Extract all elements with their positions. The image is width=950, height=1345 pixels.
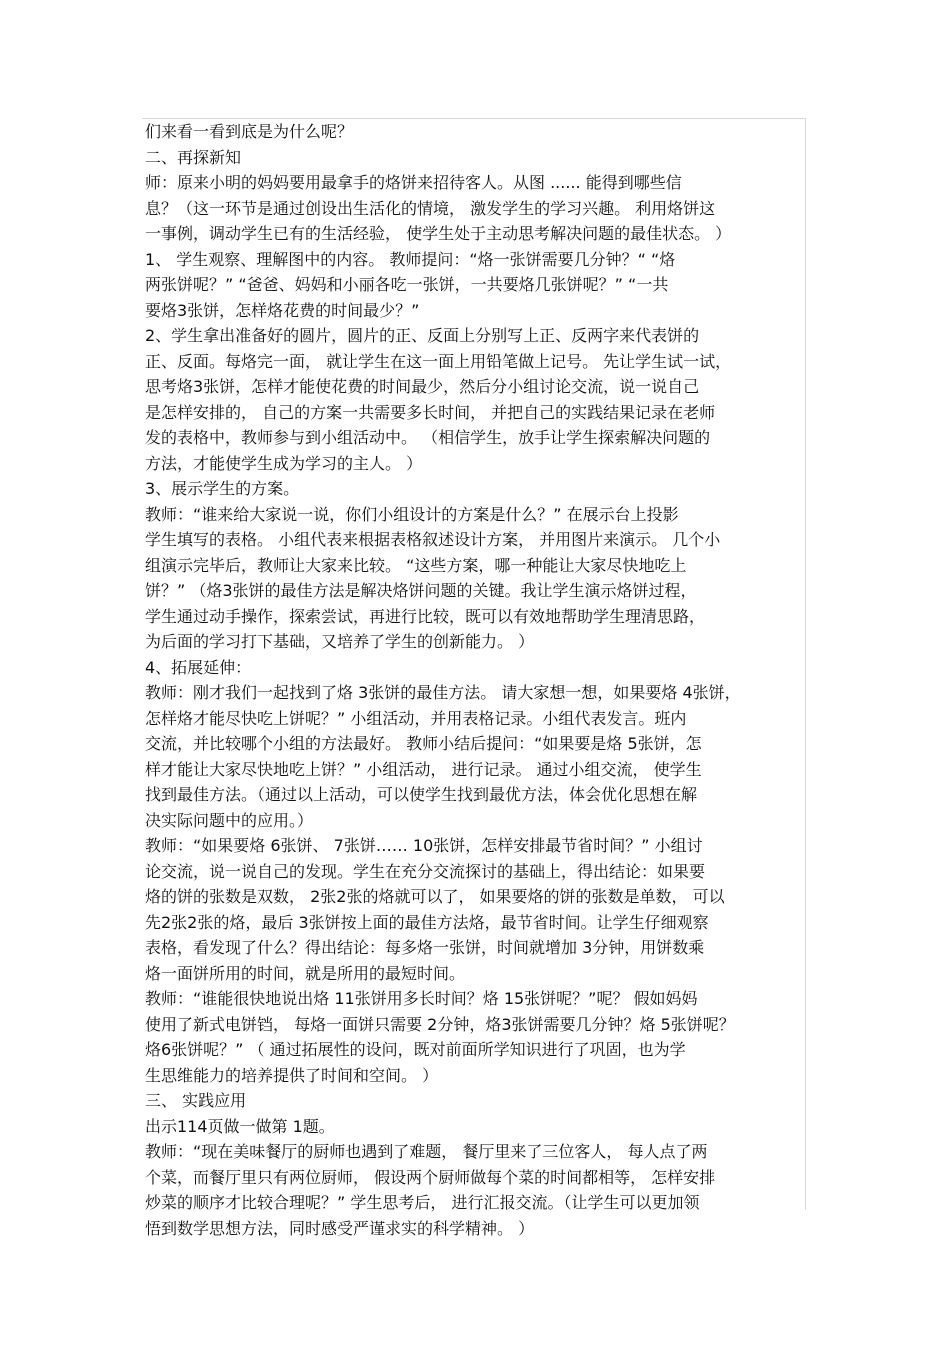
text-line: 炒菜的顺序才比较合理呢？” 学生思考后， 进行汇报交流。（让学生可以更加领 <box>145 1193 700 1212</box>
text-line: 是怎样安排的， 自己的方案一共需要多长时间， 并把自己的实践结果记录在老师 <box>145 402 716 422</box>
text-line: 正、反面。每烙完一面， 就让学生在这一面上用铅笔做上记号。 先让学生试一试， <box>145 351 732 371</box>
text-line: 为后面的学习打下基础，又培养了学生的创新能力。 ） <box>145 632 535 651</box>
text-line: 1、 学生观察、理解图中的内容。 教师提问：“烙一张饼需要几分钟？“ “烙 <box>145 249 676 269</box>
text-line: 三、 实践应用 <box>145 1091 247 1110</box>
text-line: 教师：“谁能很快地说出烙 11张饼用多长时间？烙 15张饼呢？”呢？ 假如妈妈 <box>145 989 698 1008</box>
text-line: 息？（这一环节是通过创设出生活化的情境， 激发学生的学习兴趣。 利用烙饼这 <box>145 198 716 218</box>
text-line: 3、展示学生的方案。 <box>145 479 300 498</box>
text-line: 表格，看发现了什么？得出结论：每多烙一张饼，时间就增加 3分钟，用饼数乘 <box>145 938 705 957</box>
text-line: 烙一面饼所用的时间，就是所用的最短时间。 <box>145 963 466 983</box>
text-line: 交流，并比较哪个小组的方法最好。 教师小结后提问：“如果要是烙 5张饼，怎 <box>145 734 702 753</box>
text-line: 出示114页做一做第 1题。 <box>145 1116 335 1136</box>
text-line: 4、拓展延伸： <box>145 657 252 677</box>
text-line: 样才能让大家尽快地吃上饼？” 小组活动， 进行记录。 通过小组交流， 使学生 <box>145 759 702 779</box>
text-line: 悟到数学思想方法，同时感受严谨求实的科学精神。 ） <box>145 1218 535 1238</box>
text-line: 烙6张饼呢？” （ 通过拓展性的设问，既对前面所学知识进行了巩固，也为学 <box>145 1040 686 1059</box>
text-line: 要烙3张饼，怎样烙花费的时间最少？” <box>145 300 420 320</box>
text-line: 怎样烙才能尽快吃上饼呢？” 小组活动，并用表格记录。小组代表发言。班内 <box>145 708 687 728</box>
text-line: 使用了新式电饼铛， 每烙一面饼只需要 2分钟，烙3张饼需要几分钟？烙 5张饼呢？ <box>145 1014 735 1034</box>
text-line: 发的表格中，教师参与到小组活动中。 （相信学生，放手让学生探索解决问题的 <box>145 428 711 447</box>
text-line: 找到最佳方法。（通过以上活动，可以使学生找到最优方法，体会优化思想在解 <box>145 785 698 804</box>
text-line: 烙的饼的张数是双数， 2张2张的烙就可以了， 如果要烙的饼的张数是单数， 可以 <box>145 887 725 906</box>
text-line: 教师：刚才我们一起找到了烙 3张饼的最佳方法。 请大家想一想，如果要烙 4张饼， <box>145 683 741 702</box>
text-line: 个菜，而餐厅里只有两位厨师， 假设两个厨师做每个菜的时间都相等， 怎样安排 <box>145 1167 716 1187</box>
text-line: 学生通过动手操作，探索尝试，再进行比较，既可以有效地帮助学生理清思路， <box>145 606 706 626</box>
text-line: 师：原来小明的妈妈要用最拿手的烙饼来招待客人。从图 ...... 能得到哪些信 <box>145 173 682 192</box>
text-line: 生思维能力的培养提供了时间和空间。 ） <box>145 1065 439 1085</box>
text-line: 思考烙3张饼，怎样才能使花费的时间最少，然后分小组讨论交流，说一说自己 <box>145 377 700 396</box>
text-line: 教师：“谁来给大家说一说，你们小组设计的方案是什么？” 在展示台上投影 <box>145 504 679 524</box>
text-line: 两张饼呢？” “爸爸、妈妈和小丽各吃一张饼，一共要烙几张饼呢？” “一共 <box>145 275 669 294</box>
text-line: 方法，才能使学生成为学习的主人。 ） <box>145 453 423 473</box>
text-line: 饼？” （烙3张饼的最佳方法是解决烙饼问题的关键。我让学生演示烙饼过程， <box>145 581 697 600</box>
text-line: 先2张2张的烙，最后 3张饼按上面的最佳方法烙，最节省时间。让学生仔细观察 <box>145 912 709 932</box>
text-line: 学生填写的表格。 小组代表来根据表格叙述设计方案， 并用图片来演示。 几个小 <box>145 530 721 549</box>
text-line: 决实际问题中的应用。） <box>145 810 314 830</box>
document-body <box>145 119 805 1241</box>
text-line: 一事例，调动学生已有的生活经验， 使学生处于主动思考解决问题的最佳状态。 ） <box>145 224 732 243</box>
text-line: 2、学生拿出准备好的圆片，圆片的正、反面上分别写上正、反两字来代表饼的 <box>145 326 700 345</box>
text-line: 论交流，说一说自己的发现。学生在充分交流探讨的基础上，得出结论：如果要 <box>145 861 706 881</box>
text-line: 组演示完毕后，教师让大家来比较。 “这些方案，哪一种能让大家尽快地吃上 <box>145 555 687 575</box>
text-line: 二、再探新知 <box>145 147 242 167</box>
text-line: 教师：“现在美味餐厅的厨师也遇到了难题， 餐厅里来了三位客人， 每人点了两 <box>145 1142 708 1161</box>
text-line: 们来看一看到底是为什么呢？ <box>145 122 354 141</box>
text-line: 教师：“如果要烙 6张饼、 7张饼…… 10张饼，怎样安排最节省时间？” 小组讨 <box>145 836 703 855</box>
